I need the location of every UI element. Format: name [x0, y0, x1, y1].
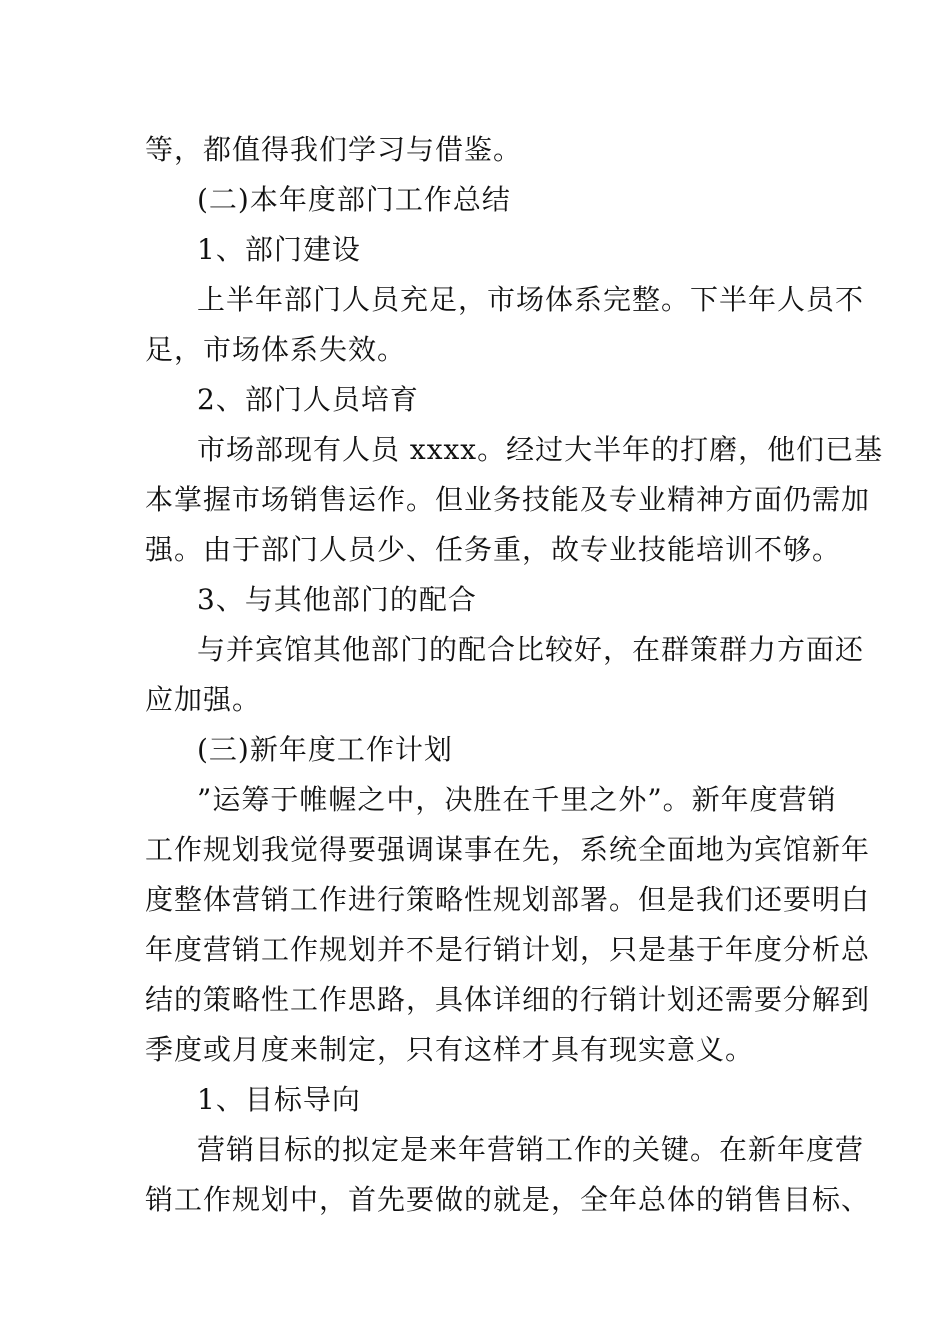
section-heading-3: (三)新年度工作计划	[197, 733, 453, 766]
text-line-18: 结的策略性工作思路，具体详细的行销计划还需要分解到	[145, 983, 871, 1016]
text-line-12: 应加强。	[145, 683, 262, 716]
subheading-cooperation: 3、与其他部门的配合	[197, 583, 477, 616]
text-line-21: 营销目标的拟定是来年营销工作的关键。在新年度营	[197, 1133, 865, 1166]
text-line-4: 上半年部门人员充足，市场体系完整。下半年人员不	[197, 283, 865, 316]
text-line-9: 强。由于部门人员少、任务重，故专业技能培训不够。	[145, 533, 842, 566]
text-line-22: 销工作规划中，首先要做的就是，全年总体的销售目标、	[145, 1183, 871, 1216]
text-line-7: 市场部现有人员 xxxx。经过大半年的打磨，他们已基	[197, 433, 884, 466]
text-line-16: 度整体营销工作进行策略性规划部署。但是我们还要明白	[145, 883, 871, 916]
subheading-goal-orientation: 1、目标导向	[197, 1083, 361, 1116]
text-line-15: 工作规划我觉得要强调谋事在先，系统全面地为宾馆新年	[145, 833, 871, 866]
text-line-19: 季度或月度来制定，只有这样才具有现实意义。	[145, 1033, 755, 1066]
text-line-11: 与并宾馆其他部门的配合比较好，在群策群力方面还	[197, 633, 865, 666]
subheading-dept-building: 1、部门建设	[197, 233, 361, 266]
text-line-1: 等，都值得我们学习与借鉴。	[145, 133, 523, 166]
section-heading-2: (二)本年度部门工作总结	[197, 183, 511, 216]
text-line-8: 本掌握市场销售运作。但业务技能及专业精神方面仍需加	[145, 483, 871, 516]
text-line-5: 足，市场体系失效。	[145, 333, 407, 366]
subheading-staff-training: 2、部门人员培育	[197, 383, 419, 416]
text-line-14: ”运筹于帷幄之中，决胜在千里之外”。新年度营销	[197, 783, 837, 816]
text-line-17: 年度营销工作规划并不是行销计划，只是基于年度分析总	[145, 933, 871, 966]
